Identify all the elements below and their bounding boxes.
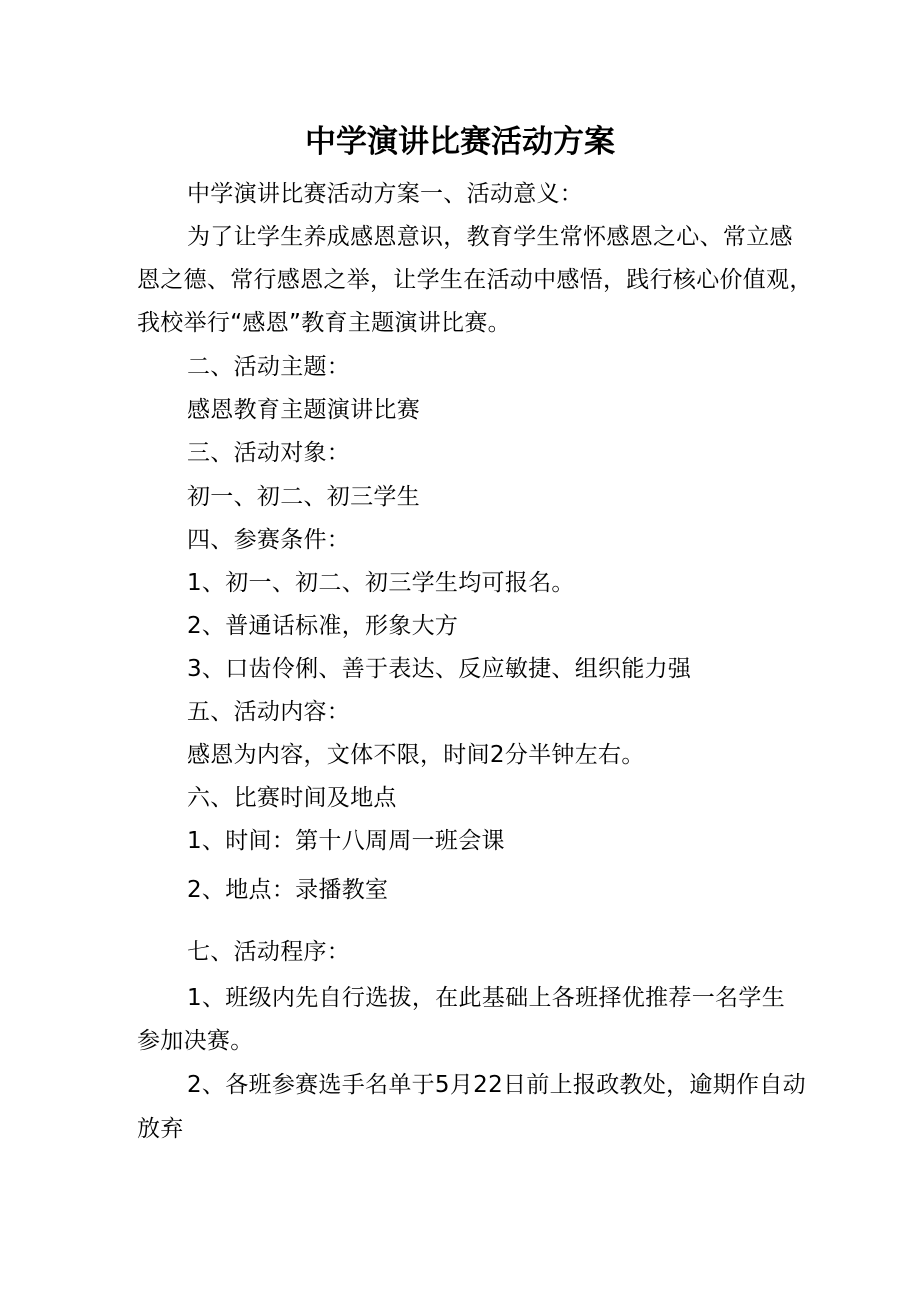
paragraph-line: 放弃	[137, 1116, 184, 1142]
list-item: 2、地点：录播教室	[187, 877, 389, 903]
section-heading: 六、比赛时间及地点	[187, 785, 397, 811]
list-item: 1、班级内先自行选拔，在此基础上各班择优推荐一名学生	[187, 985, 785, 1011]
paragraph-line: 参加决赛。	[137, 1028, 254, 1054]
paragraph-line: 中学演讲比赛活动方案一、活动意义：	[187, 181, 584, 207]
paragraph-line: 恩之德、常行感恩之举，让学生在活动中感悟，践行核心价值观，	[137, 267, 813, 293]
document-title: 中学演讲比赛活动方案	[305, 124, 615, 160]
list-item: 3、口齿伶俐、善于表达、反应敏捷、组织能力强	[187, 656, 692, 682]
section-heading: 七、活动程序：	[187, 939, 351, 965]
list-item: 2、普通话标准，形象大方	[187, 613, 459, 639]
paragraph-line: 为了让学生养成感恩意识，教育学生常怀感恩之心、常立感	[187, 224, 793, 250]
paragraph-line: 感恩为内容，文体不限，时间2分半钟左右。	[187, 742, 645, 768]
paragraph-line: 感恩教育主题演讲比赛	[187, 397, 420, 423]
section-heading: 二、活动主题：	[187, 354, 351, 380]
list-item: 1、时间：第十八周周一班会课	[187, 828, 505, 854]
paragraph-line: 我校举行“感恩”教育主题演讲比赛。	[137, 310, 511, 336]
section-heading: 四、参赛条件：	[187, 527, 351, 553]
section-heading: 五、活动内容：	[187, 699, 351, 725]
list-item: 1、初一、初二、初三学生均可报名。	[187, 570, 575, 596]
section-heading: 三、活动对象：	[187, 440, 351, 466]
paragraph-line: 初一、初二、初三学生	[187, 484, 420, 510]
list-item: 2、各班参赛选手名单于5月22日前上报政教处，逾期作自动	[187, 1072, 806, 1098]
